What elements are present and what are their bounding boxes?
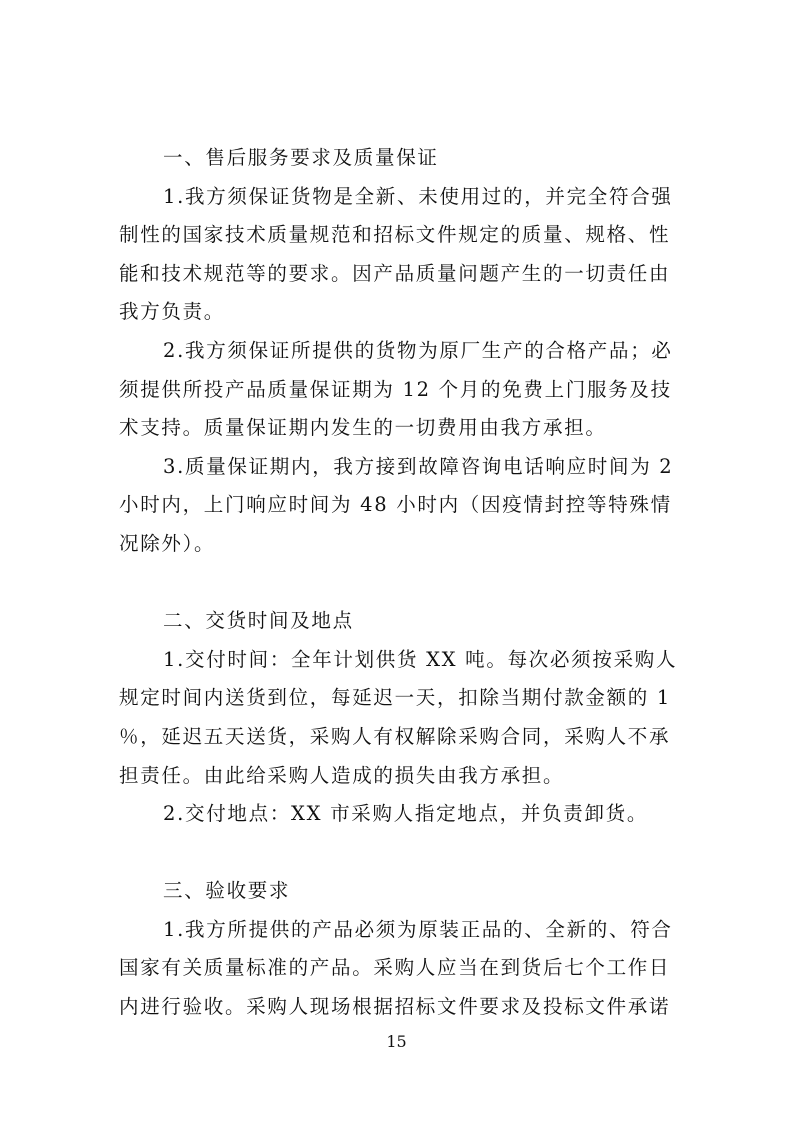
paragraph-line: 能和技术规范等的要求。因产品质量问题产生的一切责任由 (119, 261, 671, 285)
paragraph-line: 须提供所投产品质量保证期为 12 个月的免费上门服务及技 (119, 377, 672, 401)
paragraph-line: 术支持。质量保证期内发生的一切费用由我方承担。 (119, 416, 607, 440)
paragraph-line: 2.交付地点：XX 市采购人指定地点，并负责卸货。 (163, 802, 649, 826)
page-content (119, 139, 679, 1027)
paragraph-line: 规定时间内送货到位，每延迟一天，扣除当期付款金额的 1 (119, 686, 672, 710)
paragraph-line: 制性的国家技术质量规范和招标文件规定的质量、规格、性 (119, 223, 671, 247)
paragraph-line: 1.我方须保证货物是全新、未使用过的，并完全符合强 (163, 184, 673, 208)
paragraph-line: 小时内，上门响应时间为 48 小时内（因疫情封控等特殊情 (119, 493, 672, 517)
paragraph-line: 我方负责。 (119, 300, 226, 324)
section-heading: 二、交货时间及地点 (163, 609, 354, 633)
paragraph-line: 3.质量保证期内，我方接到故障咨询电话响应时间为 2 (163, 454, 674, 478)
paragraph-line: 担责任。由此给采购人造成的损失由我方承担。 (119, 763, 565, 787)
paragraph-line: 况除外）。 (119, 531, 216, 555)
paragraph-line: 2.我方须保证所提供的货物为原厂生产的合格产品；必 (163, 338, 673, 362)
section-spacer (119, 834, 679, 873)
paragraph-line: 国家有关质量标准的产品。采购人应当在到货后七个工作日 (119, 956, 671, 980)
paragraph-line: 1.我方所提供的产品必须为原装正品的、全新的、符合 (163, 917, 673, 941)
page-number: 15 (386, 1032, 407, 1051)
paragraph-line: 1.交付时间：全年计划供货 XX 吨。每次必须按采购人 (163, 647, 678, 671)
section-spacer (119, 564, 679, 603)
paragraph-line: 内进行验收。采购人现场根据招标文件要求及投标文件承诺 (119, 995, 671, 1019)
section-heading: 一、售后服务要求及质量保证 (163, 146, 439, 169)
paragraph-line: ％，延迟五天送货，采购人有权解除采购合同，采购人不承 (119, 724, 671, 748)
section-heading: 三、验收要求 (163, 879, 291, 903)
